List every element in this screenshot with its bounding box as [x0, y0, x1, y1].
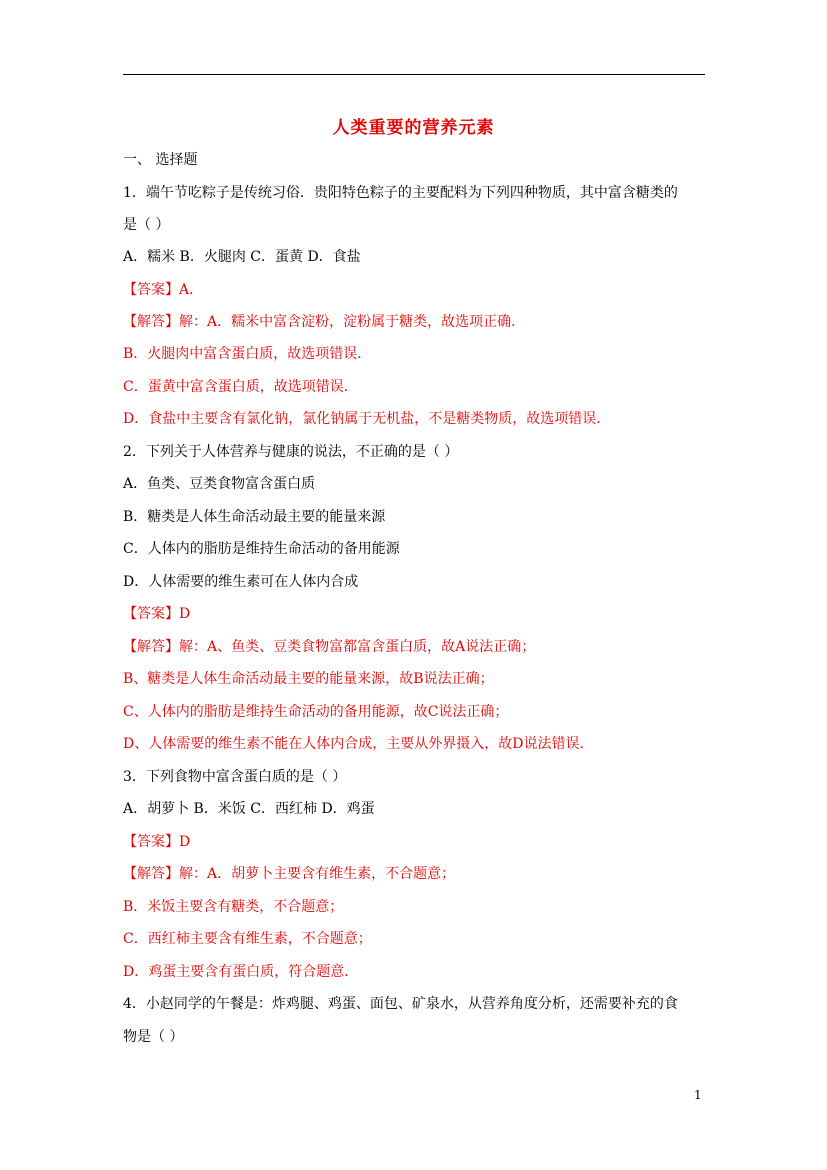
question-3-stem: 3．下列食物中富含蛋白质的是（ ）: [123, 769, 347, 785]
question-2-option-d: D．人体需要的维生素可在人体内合成: [123, 574, 359, 590]
question-3-analysis-line2: B．米饭主要含有糖类，不合题意；: [123, 899, 344, 915]
answer-value: D: [179, 606, 191, 622]
question-1-stem-line1: 1．端午节吃粽子是传统习俗．贵阳特色粽子的主要配料为下列四种物质，其中富含糖类的: [123, 185, 678, 201]
page-number: 1: [694, 1088, 702, 1102]
question-2-analysis-line1: [123, 638, 713, 656]
analysis-text: 解：A、鱼类、豆类食物富都富含蛋白质，故A说法正确；: [179, 639, 536, 655]
question-2-analysis-line2: B、糖类是人体生命活动最主要的能量来源，故B说法正确；: [123, 671, 494, 687]
answer-tag: 【答案】: [123, 606, 179, 622]
question-4-stem-line1: 4．小赵同学的午餐是：炸鸡腿、鸡蛋、面包、矿泉水，从营养角度分析，还需要补充的食: [123, 996, 678, 1012]
question-1-stem-line2: 是（ ）: [123, 217, 170, 233]
question-2-option-a: A．鱼类、豆类食物富含蛋白质: [123, 476, 316, 492]
question-3-answer: [123, 833, 713, 851]
question-3-options: A．胡萝卜 B．米饭 C．西红柿 D．鸡蛋: [123, 801, 375, 817]
page-title: 人类重要的营养元素: [332, 118, 495, 138]
question-3-analysis-line3: C．西红柿主要含有维生素，不合题意；: [123, 931, 372, 947]
question-1-analysis-line2: B．火腿肉中富含蛋白质，故选项错误．: [123, 346, 372, 362]
question-4-stem-line2: 物是（ ）: [123, 1029, 184, 1045]
question-1-options: A．糯米 B．火腿肉 C．蛋黄 D．食盐: [123, 249, 361, 265]
question-2-option-b: B．糖类是人体生命活动最主要的能量来源: [123, 509, 386, 525]
question-1-analysis-line3: C．蛋黄中富含蛋白质，故选项错误．: [123, 379, 358, 395]
analysis-tag: 【解答】: [123, 866, 179, 882]
question-1-analysis-line4: D．食盐中主要含有氯化钠，氯化钠属于无机盐，不是糖类物质，故选项错误．: [123, 411, 611, 427]
question-3-analysis-line1: [123, 865, 713, 883]
question-2-stem: 2．下列关于人体营养与健康的说法，不正确的是（ ）: [123, 444, 459, 460]
question-3-analysis-line4: D．鸡蛋主要含有蛋白质，符合题意．: [123, 964, 359, 980]
analysis-tag: 【解答】: [123, 639, 179, 655]
question-2-answer: [123, 605, 713, 623]
analysis-tag: 【解答】: [123, 314, 179, 330]
analysis-text: 解：A．胡萝卜主要含有维生素，不合题意；: [179, 866, 456, 882]
answer-tag: 【答案】: [123, 834, 179, 850]
question-1-answer: [123, 281, 713, 299]
answer-value: D: [179, 834, 191, 850]
analysis-text: 解：A．糯米中富含淀粉，淀粉属于糖类，故选项正确．: [179, 314, 526, 330]
header-rule: [123, 74, 705, 75]
answer-tag: 【答案】: [123, 282, 179, 298]
question-2-analysis-line4: D、人体需要的维生素不能在人体内合成，主要从外界摄入，故D说法错误．: [123, 736, 594, 752]
question-1-analysis-line1: [123, 313, 713, 331]
question-2-analysis-line3: C、人体内的脂肪是维持生命活动的备用能源，故C说法正确；: [123, 704, 509, 720]
answer-value: A．: [179, 282, 204, 298]
question-2-option-c: C．人体内的脂肪是维持生命活动的备用能源: [123, 541, 400, 557]
section-heading: 一、 选择题: [123, 152, 198, 168]
